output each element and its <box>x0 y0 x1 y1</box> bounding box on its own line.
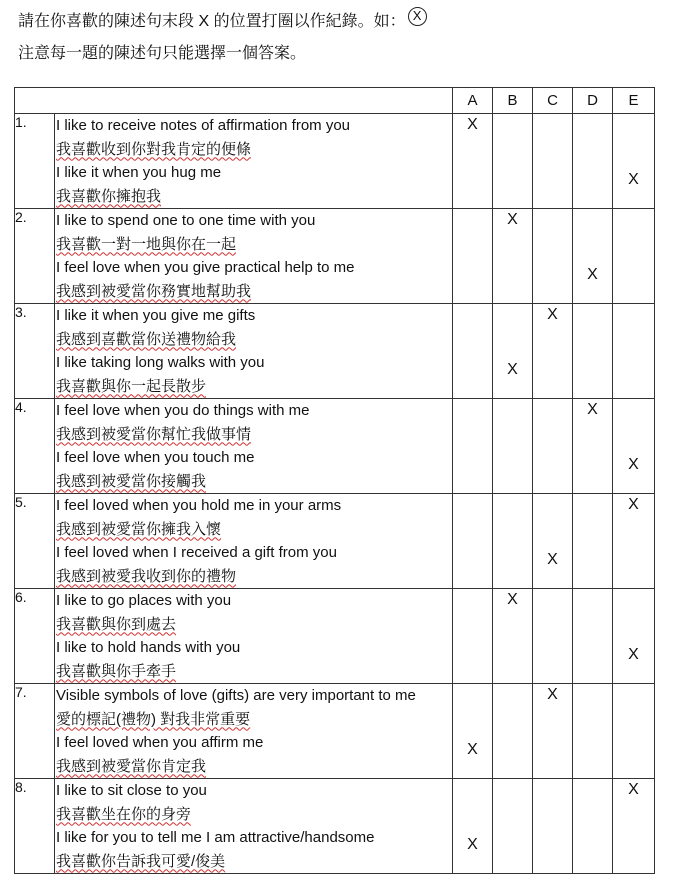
statement-chinese: 我喜歡與你手牽手 <box>56 662 177 680</box>
answer-cell-b[interactable] <box>493 684 533 779</box>
answer-cell-c[interactable] <box>533 494 573 589</box>
x-mark: X <box>547 551 558 568</box>
statement-cell <box>55 399 453 494</box>
statement-cell <box>55 494 453 589</box>
item-number: 4. <box>15 399 55 494</box>
statement-english: I feel loved when you hold me in your arms <box>56 497 342 514</box>
statement-english: Visible symbols of love (gifts) are very important to me <box>56 687 416 704</box>
statement-chinese: 愛的標記(禮物) 對我非常重要 <box>56 710 251 728</box>
statement-english: I like it when you hug me <box>56 164 222 181</box>
answer-cell-b[interactable] <box>493 209 533 304</box>
statement-english: I like to receive notes of affirmation from you <box>56 117 351 134</box>
statement-english: I feel love when you do things with me <box>56 402 310 419</box>
statement-english: I like it when you give me gifts <box>56 307 256 324</box>
column-header-a: A <box>453 88 493 114</box>
statement-english: I like taking long walks with you <box>56 354 265 371</box>
x-mark: X <box>587 401 598 418</box>
statement-cell <box>55 304 453 399</box>
statement-chinese: 我喜歡收到你對我肯定的便條 <box>56 140 252 158</box>
x-mark: X <box>628 496 639 513</box>
statement-chinese: 我喜歡你擁抱我 <box>56 187 162 205</box>
answer-cell-c[interactable] <box>533 684 573 779</box>
answer-cell-d[interactable] <box>573 779 613 874</box>
answer-cell-d[interactable] <box>573 304 613 399</box>
answer-cell-e[interactable] <box>613 684 655 779</box>
answer-cell-a[interactable] <box>453 589 493 684</box>
table-row <box>15 114 655 209</box>
statement-english: I feel loved when I received a gift from you <box>56 544 337 561</box>
answer-cell-d[interactable] <box>573 589 613 684</box>
item-number: 6. <box>15 589 55 684</box>
header-row <box>15 88 655 114</box>
answer-cell-a[interactable] <box>453 304 493 399</box>
answer-cell-a[interactable] <box>453 684 493 779</box>
statement-english: I feel love when you touch me <box>56 449 255 466</box>
answer-cell-b[interactable] <box>493 114 533 209</box>
statement-english: I feel loved when you affirm me <box>56 734 264 751</box>
x-mark: X <box>628 646 639 663</box>
answer-cell-c[interactable] <box>533 304 573 399</box>
table-row <box>15 684 655 779</box>
answer-cell-b[interactable] <box>493 399 533 494</box>
answer-cell-d[interactable] <box>573 209 613 304</box>
statement-english: I like to sit close to you <box>56 782 207 799</box>
answer-cell-d[interactable] <box>573 684 613 779</box>
answer-cell-e[interactable] <box>613 494 655 589</box>
statement-chinese: 我喜歡坐在你的身旁 <box>56 805 192 823</box>
statement-chinese: 我喜歡你告訴我可愛/俊美 <box>56 852 226 870</box>
table-row <box>15 209 655 304</box>
statement-cell <box>55 779 453 874</box>
statement-cell <box>55 114 453 209</box>
answer-cell-d[interactable] <box>573 494 613 589</box>
x-mark: X <box>507 591 518 608</box>
statement-chinese: 我感到喜歡當你送禮物給我 <box>56 330 237 348</box>
column-header-d: D <box>573 88 613 114</box>
item-number: 2. <box>15 209 55 304</box>
statement-chinese: 我喜歡與你到處去 <box>56 615 177 633</box>
answer-cell-a[interactable] <box>453 779 493 874</box>
statement-chinese: 我感到被愛當你務實地幫助我 <box>56 282 252 300</box>
answer-cell-d[interactable] <box>573 399 613 494</box>
statement-chinese: 我感到被愛當你幫忙我做事情 <box>56 425 252 443</box>
statement-cell <box>55 684 453 779</box>
statement-english: I like to spend one to one time with you <box>56 212 316 229</box>
answer-cell-a[interactable] <box>453 494 493 589</box>
item-number: 7. <box>15 684 55 779</box>
x-mark: X <box>467 116 478 133</box>
statement-cell <box>55 589 453 684</box>
answer-cell-e[interactable] <box>613 779 655 874</box>
answer-cell-b[interactable] <box>493 304 533 399</box>
instruction-line-2: 注意每一題的陳述句只能選擇一個答案。 <box>18 45 307 62</box>
instruction-text-1: 請在你喜歡的陳述句末段 X 的位置打圈以作紀錄。如： <box>18 13 406 30</box>
statement-english: I like for you to tell me I am attractive/handsome <box>56 829 375 846</box>
table-row <box>15 494 655 589</box>
column-header-e: E <box>613 88 655 114</box>
love-language-survey-table <box>14 87 655 874</box>
answer-cell-b[interactable] <box>493 779 533 874</box>
answer-cell-a[interactable] <box>453 399 493 494</box>
x-mark: X <box>467 836 478 853</box>
statement-english: I like to go places with you <box>56 592 232 609</box>
answer-cell-c[interactable] <box>533 779 573 874</box>
answer-cell-e[interactable] <box>613 209 655 304</box>
answer-cell-c[interactable] <box>533 589 573 684</box>
table-row <box>15 399 655 494</box>
x-mark: X <box>628 781 639 798</box>
answer-cell-c[interactable] <box>533 399 573 494</box>
answer-cell-e[interactable] <box>613 589 655 684</box>
table-row <box>15 304 655 399</box>
statement-chinese: 我感到被愛我收到你的禮物 <box>56 567 237 585</box>
statement-chinese: 我感到被愛當你擁我入懷 <box>56 520 222 538</box>
instructions <box>18 6 668 70</box>
header-blank-cell <box>15 88 453 114</box>
answer-cell-a[interactable] <box>453 209 493 304</box>
statement-english: I feel love when you give practical help to me <box>56 259 355 276</box>
item-number: 1. <box>15 114 55 209</box>
answer-cell-e[interactable] <box>613 399 655 494</box>
answer-cell-b[interactable] <box>493 494 533 589</box>
table-row <box>15 589 655 684</box>
x-mark: X <box>547 306 558 323</box>
statement-chinese: 我感到被愛當你肯定我 <box>56 757 207 775</box>
item-number: 8. <box>15 779 55 874</box>
statement-chinese: 我喜歡一對一地與你在一起 <box>56 235 237 253</box>
item-number: 5. <box>15 494 55 589</box>
x-mark: X <box>628 171 639 188</box>
x-mark: X <box>587 266 598 283</box>
answer-cell-a[interactable] <box>453 114 493 209</box>
table-row <box>15 779 655 874</box>
answer-cell-e[interactable] <box>613 114 655 209</box>
statement-chinese: 我感到被愛當你接觸我 <box>56 472 207 490</box>
instruction-line-1 <box>18 6 668 38</box>
answer-cell-c[interactable] <box>533 209 573 304</box>
x-mark: X <box>547 686 558 703</box>
answer-cell-d[interactable] <box>573 114 613 209</box>
x-mark: X <box>507 211 518 228</box>
circled-x-example: X <box>408 7 427 26</box>
statement-chinese: 我喜歡與你一起長散步 <box>56 377 207 395</box>
x-mark: X <box>467 741 478 758</box>
answer-cell-b[interactable] <box>493 589 533 684</box>
column-header-c: C <box>533 88 573 114</box>
statement-english: I like to hold hands with you <box>56 639 241 656</box>
answer-cell-e[interactable] <box>613 304 655 399</box>
statement-cell <box>55 209 453 304</box>
item-number: 3. <box>15 304 55 399</box>
x-mark: X <box>628 456 639 473</box>
x-mark: X <box>507 361 518 378</box>
column-header-b: B <box>493 88 533 114</box>
answer-cell-c[interactable] <box>533 114 573 209</box>
